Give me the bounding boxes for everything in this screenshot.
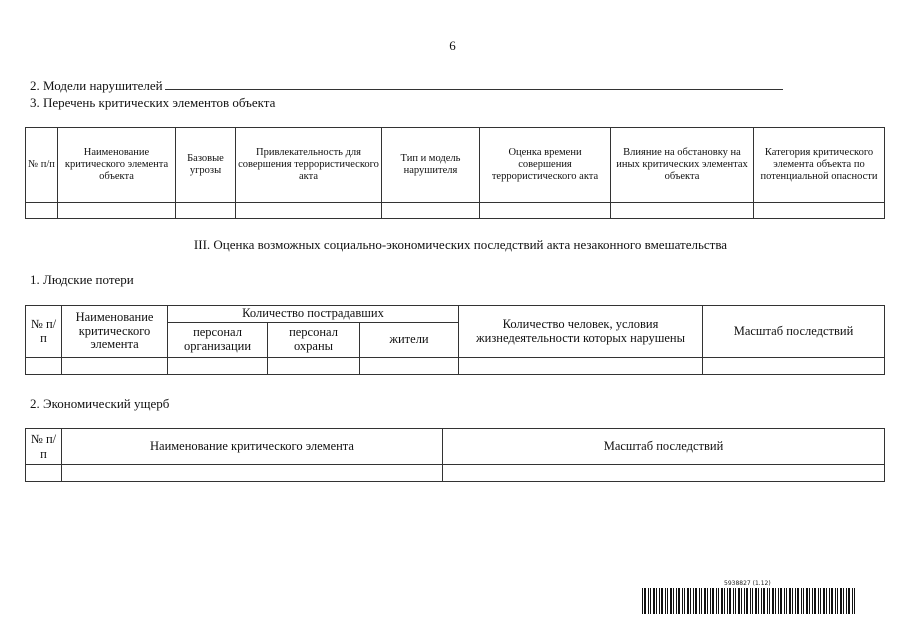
barcode-bar xyxy=(823,588,825,614)
table-cell[interactable] xyxy=(480,203,611,219)
barcode-bar xyxy=(854,588,855,614)
table-header-row xyxy=(26,306,885,323)
barcode-bar xyxy=(803,588,804,614)
human-losses-heading: 1. Людские потери xyxy=(30,272,134,287)
barcode-bar xyxy=(746,588,748,614)
barcode-bar xyxy=(718,588,719,614)
economic-damage-table xyxy=(25,428,885,482)
barcode-bar xyxy=(724,588,725,614)
table-cell[interactable] xyxy=(168,358,268,375)
barcode-bar xyxy=(704,588,706,614)
barcode-bar xyxy=(642,588,643,614)
barcode-bar xyxy=(769,588,770,614)
barcode-bar xyxy=(792,588,793,614)
barcode-bar xyxy=(806,588,808,614)
table-header-row xyxy=(26,429,885,465)
barcode-bar xyxy=(786,588,787,614)
table-cell[interactable] xyxy=(703,358,885,375)
barcode-bar xyxy=(763,588,765,614)
barcode-bar xyxy=(695,588,697,614)
barcode-bar xyxy=(826,588,827,614)
barcode-bar xyxy=(840,588,842,614)
barcode-bar xyxy=(684,588,685,614)
header-cell-scale: Масштаб последствий xyxy=(703,306,885,358)
section-2-label: 2. Модели нарушителей xyxy=(30,78,163,93)
header-cell-victims: Количество пострадавших xyxy=(168,306,459,323)
barcode-bar xyxy=(784,588,785,614)
header-cell: Оценка времени совершения террористического акта xyxy=(480,128,611,203)
barcode-bar xyxy=(656,588,657,614)
barcode-bar xyxy=(814,588,816,614)
economic-damage-heading: 2. Экономический ущерб xyxy=(30,396,170,411)
barcode xyxy=(640,580,860,616)
header-cell-element-name: Наименование критического элемента xyxy=(62,306,168,358)
header-cell-residents: жители xyxy=(360,323,459,358)
barcode-bar xyxy=(699,588,700,614)
barcode-bar xyxy=(738,588,740,614)
barcode-bar xyxy=(650,588,651,614)
header-cell: Влияние на обстановку на иных критических элементах объекта xyxy=(611,128,754,203)
barcode-bar xyxy=(778,588,779,614)
barcode-bar xyxy=(789,588,791,614)
barcode-bar xyxy=(667,588,668,614)
table-cell[interactable] xyxy=(26,203,58,219)
barcode-bar xyxy=(761,588,762,614)
barcode-bar xyxy=(795,588,796,614)
barcode-bar xyxy=(721,588,723,614)
barcode-bar xyxy=(741,588,742,614)
barcode-bar xyxy=(831,588,833,614)
barcode-bar xyxy=(837,588,838,614)
barcode-bar xyxy=(733,588,734,614)
barcode-bar xyxy=(653,588,655,614)
section-2-models-line xyxy=(30,78,783,94)
barcode-bar xyxy=(707,588,708,614)
barcode-bar xyxy=(676,588,677,614)
barcode-bar xyxy=(835,588,836,614)
header-cell: № п/п xyxy=(26,128,58,203)
header-cell-staff-organization: персонал организации xyxy=(168,323,268,358)
table-cell[interactable] xyxy=(443,465,885,482)
barcode-bar xyxy=(690,588,691,614)
table-cell[interactable] xyxy=(62,358,168,375)
table-row xyxy=(26,203,885,219)
header-cell-staff-guard: персонал охраны xyxy=(268,323,360,358)
table-cell[interactable] xyxy=(176,203,236,219)
header-cell-number: № п/п xyxy=(26,429,62,465)
barcode-bar xyxy=(659,588,660,614)
barcode-bar xyxy=(710,588,711,614)
barcode-bar xyxy=(693,588,694,614)
barcode-bar xyxy=(682,588,683,614)
header-cell-number: № п/п xyxy=(26,306,62,358)
header-cell: Привлекательность для совершения террористического акта xyxy=(236,128,382,203)
table-cell[interactable] xyxy=(236,203,382,219)
barcode-bar xyxy=(775,588,776,614)
barcode-bar xyxy=(818,588,819,614)
barcode-bar xyxy=(801,588,802,614)
barcode-bar xyxy=(727,588,728,614)
barcode-bar xyxy=(701,588,702,614)
table-cell[interactable] xyxy=(382,203,480,219)
critical-elements-table xyxy=(25,127,885,219)
barcode-bar xyxy=(809,588,810,614)
table-cell[interactable] xyxy=(58,203,176,219)
table-cell[interactable] xyxy=(611,203,754,219)
table-cell[interactable] xyxy=(26,358,62,375)
barcode-bar xyxy=(843,588,844,614)
barcode-bar xyxy=(852,588,853,614)
barcode-bar xyxy=(812,588,813,614)
barcode-bars xyxy=(640,588,860,614)
barcode-bar xyxy=(648,588,649,614)
table-cell[interactable] xyxy=(459,358,703,375)
table-row xyxy=(26,358,885,375)
human-losses-table xyxy=(25,305,885,375)
barcode-bar xyxy=(687,588,689,614)
header-cell-people-affected: Количество человек, условия жизнедеятельности которых нарушены xyxy=(459,306,703,358)
barcode-bar xyxy=(752,588,753,614)
header-cell: Тип и модель нарушителя xyxy=(382,128,480,203)
header-cell-scale: Масштаб последствий xyxy=(443,429,885,465)
barcode-bar xyxy=(758,588,759,614)
header-cell: Наименование критического элемента объекта xyxy=(58,128,176,203)
section-iii-title: III. Оценка возможных социально-экономических последствий акта незаконного вмешательства xyxy=(193,237,728,252)
barcode-bar xyxy=(744,588,745,614)
barcode-bar xyxy=(665,588,666,614)
fill-in-line xyxy=(165,78,783,90)
barcode-bar xyxy=(797,588,799,614)
barcode-bar xyxy=(750,588,751,614)
barcode-bar xyxy=(644,588,646,614)
table-cell[interactable] xyxy=(754,203,885,219)
barcode-bar xyxy=(678,588,680,614)
barcode-bar xyxy=(735,588,736,614)
barcode-bar xyxy=(848,588,850,614)
table-cell[interactable] xyxy=(26,465,62,482)
barcode-bar xyxy=(780,588,782,614)
barcode-bar xyxy=(729,588,731,614)
section-3-critical-elements-line: 3. Перечень критических элементов объекта xyxy=(30,95,276,110)
barcode-bar xyxy=(755,588,757,614)
barcode-bar xyxy=(846,588,847,614)
table-row xyxy=(26,465,885,482)
table-cell[interactable] xyxy=(268,358,360,375)
barcode-bar xyxy=(820,588,821,614)
barcode-bar xyxy=(767,588,768,614)
header-cell: Базовые угрозы xyxy=(176,128,236,203)
barcode-bar xyxy=(829,588,830,614)
barcode-bar xyxy=(712,588,714,614)
table-cell[interactable] xyxy=(360,358,459,375)
barcode-bar xyxy=(716,588,717,614)
barcode-bar xyxy=(661,588,663,614)
header-cell-element-name: Наименование критического элемента xyxy=(62,429,443,465)
table-cell[interactable] xyxy=(62,465,443,482)
barcode-bar xyxy=(670,588,672,614)
page-number: 6 xyxy=(449,38,456,53)
table-header-row xyxy=(26,128,885,203)
header-cell: Категория критического элемента объекта по потенциальной опасности xyxy=(754,128,885,203)
barcode-number: 5938827 (1.12) xyxy=(724,580,771,587)
barcode-bar xyxy=(772,588,774,614)
barcode-bar xyxy=(673,588,674,614)
